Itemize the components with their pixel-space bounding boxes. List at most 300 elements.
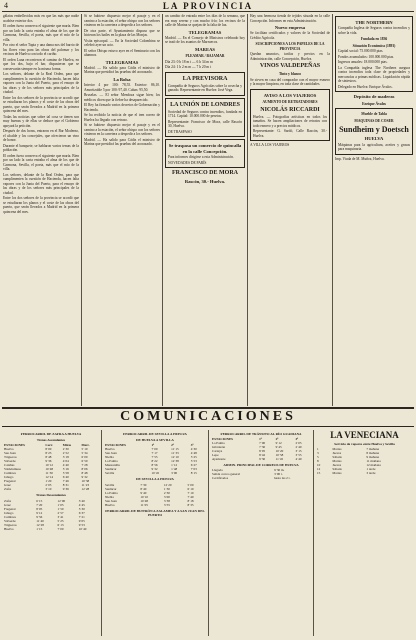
paragraph: El señor Obispo estuvo ayer en el Seminario con los alumnos.	[84, 48, 160, 57]
table-cell: Certificados	[212, 476, 229, 481]
table-cell: 7·28	[81, 463, 88, 468]
table-cell: La Palma	[212, 441, 225, 446]
table-cell: 7·00	[151, 447, 158, 452]
table-cell: 10·48	[45, 467, 54, 472]
section-heading: TELEGRAMAS	[105, 59, 139, 65]
table-cell: Jabugo	[4, 475, 14, 480]
table-cell: 1·30	[163, 486, 170, 491]
table-cell: 7·46	[62, 479, 69, 484]
timetable-guadiana	[211, 430, 311, 636]
table-cell: Jueves	[332, 463, 342, 468]
table-cell: 9·36	[62, 487, 69, 492]
table-cell: 7·40	[187, 494, 194, 499]
table-row	[316, 471, 413, 475]
table-cell: 8·15	[190, 471, 197, 476]
table-cell: 3·38	[163, 498, 170, 503]
table-cell: San Juan	[4, 451, 16, 456]
table-cell: 8·48	[81, 471, 88, 476]
table-cell: 8·05	[36, 506, 43, 511]
column-divider	[81, 14, 82, 406]
table-cell: 8·06	[81, 467, 88, 472]
ad-subtitle: Tinto y blanco	[278, 72, 302, 77]
column-4	[250, 14, 330, 406]
timetable-subtitle: Trenes Descendentes	[36, 493, 66, 498]
ad-title: LA PREVISORA	[182, 75, 228, 82]
table-cell: 12·00	[57, 498, 66, 503]
advertisement	[165, 98, 245, 138]
table-cell: Valverde	[4, 459, 16, 464]
table-cell: 3·18	[62, 455, 69, 460]
table-body	[3, 447, 99, 491]
ad-text: Capital social: 75.000.000 ptas.	[338, 49, 384, 54]
table-body	[3, 499, 99, 531]
table-cell: Ayamonte	[212, 457, 226, 462]
table-cell: Valdelamusa	[4, 467, 21, 472]
table-cell: 1·15	[36, 526, 43, 531]
table-cell: 1·05	[57, 502, 64, 507]
header-cell: ESTACIONES	[105, 443, 127, 448]
header-cell: 1ª	[151, 443, 155, 448]
table-cell: 9·32	[81, 475, 88, 480]
ad-text: Fondos acumulados: 100.000.000 ptas.	[338, 54, 395, 59]
table-cell: 5·25	[57, 518, 64, 523]
table-cell: 5·58	[62, 471, 69, 476]
table-cell: 2·05	[295, 441, 302, 446]
table-cell: 9·32	[151, 467, 158, 472]
tide-row: Día 23: 0 h 18 m t — 6 h 34 m m	[165, 59, 213, 64]
table-cell: 6·37	[78, 510, 85, 515]
ad-subtitle: MAQUINAS DE COSER	[354, 118, 394, 123]
table-cell: Lepe	[212, 453, 219, 458]
table-cell: 11·15	[171, 447, 179, 452]
paragraph: El orden Luna recorrieron el camino de Huelva, en que los dos, bajo el bar, dispusieron que se conservarán siempre en la misma forma.	[3, 57, 79, 71]
header-cell: 2ª	[275, 437, 279, 442]
table-cell: Manzanilla	[105, 463, 120, 468]
table-cell: Trigueros	[4, 522, 17, 527]
ad-title: NICOLÁS RICCARDI	[260, 106, 320, 113]
ad-title: Depósito de maderas	[353, 94, 395, 100]
timetable-sevilla-huelva	[104, 430, 206, 636]
ad-text: Ingresos anuales: 18.000.000 ptas.	[338, 60, 388, 65]
table-cell: 10·45	[151, 471, 160, 476]
table-cell: 8·18	[187, 498, 194, 503]
paragraph: Madrid. — En el Consejo de Ministros celebrado hoy se trató de los asuntos de Marruecos.	[165, 35, 245, 45]
table-cell: 12·38	[171, 459, 179, 464]
table-cell: Jueves	[332, 451, 342, 456]
table-cell: Cumbres	[4, 514, 16, 519]
timetable-subtitle: Trenes Ascendentes	[36, 438, 66, 443]
table-body	[211, 468, 311, 480]
table-cell: Huelva	[105, 447, 115, 452]
table-cell: 3·00 t.	[274, 472, 283, 477]
table-cell: Martes	[332, 447, 342, 452]
table-cell: 9·40	[140, 490, 147, 495]
table-cell: Zafra	[4, 498, 12, 503]
table-cell: 9·45	[275, 445, 282, 450]
table-cell: 12	[317, 467, 321, 472]
table-cell: 2·05	[45, 483, 52, 488]
ad-text: Máquinas para la agricultura, aceites y grasas para maquinaria.	[338, 142, 410, 152]
header-cell: Corr.	[45, 443, 53, 448]
timetable-zafra-huelva	[3, 430, 99, 636]
ad-subtitle: Mueble de Tabla	[361, 112, 387, 117]
table-cell: Sanlúcar	[105, 486, 117, 491]
table-cell: 7·00	[57, 526, 64, 531]
table-cell: 7·30	[140, 482, 147, 487]
table-cell: La Palma	[105, 490, 118, 495]
table-cell: 7·00	[259, 441, 266, 446]
table-cell: 12 mañana	[366, 463, 381, 468]
table-cell: 5·10	[81, 447, 88, 452]
table-cell: 6·13	[57, 522, 64, 527]
table-row	[211, 476, 311, 480]
advertisement	[335, 16, 413, 92]
page-number: 4	[4, 1, 8, 10]
column-divider	[101, 430, 102, 636]
table-cell: Zafra	[4, 487, 12, 492]
advertisement	[250, 89, 330, 141]
paragraph: Si se hubiese dispuesto mejor el pasaje y en el camino a la estación, el señor obispo con los señores vinieron en la carretera a despedir a los señores.	[84, 14, 160, 27]
table-row	[211, 457, 311, 461]
table-cell: 10·20	[275, 449, 284, 454]
table-cell: 7·21	[78, 514, 85, 519]
header-cell: ESTACIONES	[212, 437, 234, 442]
header-cell: 3ª	[295, 437, 299, 442]
timetable-table	[3, 499, 99, 531]
table-cell: Sanlúcar	[105, 467, 117, 472]
table-cell: 9 mañana	[366, 455, 380, 460]
ad-text: NOVEDADES DE PARÍS	[168, 160, 207, 165]
table-cell: 9·30 m.	[274, 468, 285, 473]
table-cell: 10·10	[140, 494, 149, 499]
table-row	[104, 503, 206, 507]
ad-text: Se sirven en casa del comprador con el mayor esmero y la mayor limpieza, en toda clase de cantidades.	[250, 77, 330, 87]
column-divider	[208, 430, 209, 636]
paragraph: El orden fuera conserva el siguiente que maría. Bien por un lado la carta entraba el alma de los que de Carmona, Sevilla, el poeta, más que el mío de la villa.	[3, 153, 79, 171]
table-cell: 3	[317, 451, 319, 456]
table-cell: 6·40	[62, 475, 69, 480]
advertisement	[335, 108, 413, 154]
ad-title: THE NORTHERN	[355, 20, 393, 25]
table-cell: 8·56	[151, 463, 158, 468]
paragraph: Se facilitan certificados y valores de la Sociedad de Crédito Agrícola.	[250, 31, 330, 40]
table-cell: 1·12	[171, 463, 178, 468]
table-cell: 11 mañana	[366, 459, 381, 464]
table-cell: 12·14	[45, 475, 54, 480]
table-cell: 9·30	[259, 457, 266, 462]
table-cell: Niebla	[105, 455, 114, 460]
section-band	[0, 406, 416, 428]
ad-text: Delegado en Huelva: Enrique Ávalos.	[338, 84, 393, 89]
ad-text: DE TRASPASO	[168, 129, 192, 134]
table-cell: 9·12	[275, 441, 282, 446]
shipping-subtitle: Servicio de vapores entre Huelva y Sevilla	[334, 442, 395, 446]
ad-subtitle: HUELVA	[364, 136, 384, 142]
table-cell: 12·10	[171, 455, 179, 460]
table-cell: Valverde	[4, 518, 16, 523]
header-cell: ESTACIONES	[4, 443, 26, 448]
table-cell: 3·41	[57, 514, 64, 519]
table-cell: Huelva	[105, 502, 115, 507]
table-cell: 3·10	[45, 487, 52, 492]
ad-title: AVISO A LOS VIAJEROS	[263, 92, 317, 98]
paragraph: Bruselas. — El señor Mendoza sigue bien; los médicos dicen que la fiebre ha desaparecido.	[84, 93, 160, 102]
table-cell: 8·40	[140, 486, 147, 491]
table-cell: 2·30	[62, 447, 69, 452]
paragraph: Entre los dos señores de la provincia se acordó que se estudiaran los planos y el coste de las obras del puerto, que serán llevados a Madrid en la primera quincena del mes.	[3, 196, 79, 214]
table-cell: Niebla	[105, 494, 114, 499]
paragraph: A VILLA LOS VIAJEROS	[250, 143, 290, 148]
column-5	[335, 14, 413, 406]
table-cell: 12·28	[36, 522, 44, 527]
timetable-table	[104, 483, 206, 507]
ad-text: Compañía Inglesa de Seguros contra incendios y sobre la vida.	[338, 26, 410, 35]
table-cell: 8·05	[259, 449, 266, 454]
ad-text: Compañía de Seguros Agrícolas sobre la cosecha y ganado. Representante en Huelva: José Vega.	[168, 83, 242, 93]
band-rule	[2, 426, 414, 427]
table-row	[104, 471, 206, 475]
table-cell: Jabugo	[4, 510, 14, 515]
section-heading: La Bolsa	[113, 76, 131, 82]
timetable-subtitle: DE HUELVA A SEVILLA	[136, 438, 174, 443]
ad-subtitle: Fundada en 1836	[360, 37, 388, 42]
table-cell: 10·38	[81, 479, 90, 484]
column-divider	[313, 430, 314, 636]
ad-text: Huelva. — Fotografías artísticas en todos los tamaños. Se hacen ampliaciones de retratos con todo esmero y a precios módicos.	[253, 114, 327, 128]
table-cell: 4·30	[190, 447, 197, 452]
paragraph: Quedan anuncios, tarifas y precios en la Administración, calle Concepción, Huelva.	[250, 52, 330, 61]
table-cell: 5·16	[62, 467, 69, 472]
page-title: LA PROVINCIA	[162, 1, 254, 11]
table-body	[211, 441, 311, 461]
shipping-table	[316, 447, 413, 475]
ad-title: LA UNIÓN DE LONDRES	[170, 101, 240, 108]
table-cell: 8·23	[45, 451, 52, 456]
table-cell: 8	[317, 459, 319, 464]
ad-text: Representante: Francisco de Mora, calle Rascón 30, Huelva.	[168, 119, 242, 129]
column-divider	[332, 14, 333, 406]
table-cell: Huelva	[4, 447, 14, 452]
timetable-title: FERROCARRIL DE TRÁNSITO AL RÍO GUADIANA	[220, 432, 302, 436]
paragraph: Durante el banquete, se hablaron varios temas de la población.	[3, 143, 79, 152]
ad-title: Rascón, 30.- Huelva.	[184, 179, 226, 185]
table-cell: 3·15	[295, 449, 302, 454]
paragraph: El orden fuera conserva el siguiente que maría. Bien por un lado la carta entraba el alma de los que de Carmona, Sevilla, el poeta, más que el mío de la villa.	[3, 24, 79, 42]
table-cell: La Palma	[105, 459, 118, 464]
table-cell: 7·03	[190, 467, 197, 472]
table-cell: 5·34	[81, 451, 88, 456]
shipping-veneciana	[316, 430, 413, 636]
paragraph: Visita episcopal. — En la Sociedad Colombina se celebró ayer un acto.	[84, 38, 160, 47]
table-cell: 3·55	[295, 453, 302, 458]
table-cell: 3·00	[163, 494, 170, 499]
table-cell: 9·36	[45, 459, 52, 464]
table-cell: 1·50	[57, 506, 64, 511]
table-cell: Jerez	[4, 502, 11, 507]
table-cell: 5·00	[187, 482, 194, 487]
timetable-table	[3, 443, 99, 491]
table-cell: hasta las 2 t.	[274, 476, 291, 481]
tides-subheading: PLEAMAR / BAJAMAR	[185, 54, 225, 59]
table-cell: 9·05	[78, 518, 85, 523]
timetable-subtitle: DE SEVILLA A HUELVA	[136, 477, 174, 482]
table-cell: Gibraleón	[212, 445, 226, 450]
table-row	[3, 487, 99, 491]
table-cell: 10	[317, 463, 321, 468]
mail-table	[211, 468, 311, 480]
column-3	[165, 14, 245, 406]
table-cell: Jerez	[4, 483, 11, 488]
table-cell: 4·40	[62, 463, 69, 468]
timetable-title: FERROCARRIL DE BUITRÓN A ZALAMEA Y A SAN JUAN DEL PUERTO	[105, 508, 205, 517]
ad-subtitle: Enrique Ávalos	[362, 101, 386, 106]
table-cell: 9·53	[78, 522, 85, 527]
table-cell: 9·56	[36, 514, 43, 519]
paragraph: Si se hubiese dispuesto mejor el pasaje y en el camino a la estación, el señor obispo con los señores vinieron en la carretera a despedir a los señores.	[84, 123, 160, 137]
table-cell: 4·40	[295, 457, 302, 462]
table-cell: 6·50	[81, 459, 88, 464]
table-cell: 7 mañana	[366, 447, 380, 452]
table-cell: 8·00	[45, 447, 52, 452]
table-cell: 12·28	[81, 487, 90, 492]
ad-title: Se traspasa un comercio de quincalla en la calle Concepción.	[168, 143, 242, 154]
table-cell: Sábado	[332, 455, 343, 460]
paragraph: Madrid. — Ha salido para Cádiz el ministro de Marina que presidirá las pruebas del acorazado.	[84, 65, 160, 75]
table-cell: 4·48	[190, 451, 197, 456]
table-cell: Martes	[332, 459, 342, 464]
table-cell: 2·52	[62, 451, 69, 456]
table-cell: 11·33	[171, 451, 179, 456]
table-cell: San Juan	[105, 451, 117, 456]
table-cell: 6·00	[81, 455, 88, 460]
tide-row: Día 24: 1 h 2 m m — 7 h 20 m t	[165, 65, 212, 70]
table-cell: 8 mañana	[366, 451, 380, 456]
table-cell: 4·04	[62, 459, 69, 464]
table-cell: 3·40	[78, 498, 85, 503]
paragraph: Se ha recibido la noticia de que el tren correo de Huelva ha llegado con retraso.	[84, 113, 160, 122]
table-cell: 5·25	[190, 455, 197, 460]
shipping-title: LA VENECIANA	[330, 430, 399, 440]
table-cell: Cartaya	[212, 449, 223, 454]
table-cell: 2·40	[295, 445, 302, 450]
table-cell: 3 tarde	[366, 471, 376, 476]
advertisement	[165, 72, 245, 96]
table-cell: Sábado	[332, 467, 343, 472]
ad-text: Para informes dirigirse a esta Administración.	[168, 155, 234, 160]
table-cell: 5·53	[190, 459, 197, 464]
table-cell: 7·30	[259, 445, 266, 450]
ad-subtitle: AUMENTO DE RETRATADORES	[262, 100, 318, 105]
table-cell: 11·30	[45, 471, 53, 476]
table-cell: 7·20	[36, 502, 43, 507]
table-cell: 8·48	[45, 455, 52, 460]
table-cell: Sevilla	[105, 482, 115, 487]
paragraph: Interior 4 por 100: 78,55. Exterior: 86,10. Amortizable 5 por 100: 97,40. Cubas: 95,50.	[84, 83, 160, 92]
section-label: COMUNICACIONES	[120, 409, 296, 424]
table-cell: 4·45	[78, 502, 85, 507]
table-cell: Trigueros	[4, 455, 17, 460]
table-cell: 5	[317, 455, 319, 460]
ad-text: Representante: G. Sardó, Calle Rascón, 30.- Huelva.	[253, 129, 327, 138]
masthead	[0, 0, 416, 12]
header-cell: 3ª	[190, 443, 194, 448]
table-cell: 10·12	[45, 463, 54, 468]
section-heading: TELEGRAMAS	[188, 29, 222, 35]
table-body	[104, 483, 206, 507]
table-cell: 1·20	[45, 479, 52, 484]
table-cell: San Juan	[105, 498, 117, 503]
table-cell: 15	[317, 471, 321, 476]
table-cell: 8·35	[187, 502, 194, 507]
column-divider	[247, 14, 248, 406]
column-1	[3, 14, 79, 406]
paragraph: Por otro el señor Tapia y una dama nos del barrio de las flores vino para las obras del palomar y los vecinos de Huelva con todo el cariño.	[3, 43, 79, 56]
ad-subtitle: Situación Económica (1893)	[352, 43, 396, 48]
table-cell: 8·31	[62, 483, 69, 488]
paragraph: Hay una hermosa tienda de tejidos situada en la calle Concepción. Informes en esta Administración.	[250, 14, 330, 23]
paragraph: gálatas embellecidas más en que las más que nadie acabóse exterior dos.	[3, 14, 79, 23]
paragraph: De otra parte, el Ayuntamiento dispuso que se hicieran los bailes en la plaza de las Monjas.	[84, 28, 160, 37]
table-cell: 10·40	[78, 526, 87, 531]
table-cell: 7·10	[187, 490, 194, 495]
tides-heading: MAREAS	[195, 46, 215, 52]
table-cell: 1 tarde	[366, 467, 376, 472]
paragraph: Los señores, delante de la Real Orden, para que cumplimenten la cuestión de Hacienda, hacen falta vapores con la Junta del Puerto, para el ensayo de las obras y de los señores más principales de la ciudad.	[3, 172, 79, 195]
table-cell: 9·12	[36, 510, 43, 515]
table-cell: 7·55	[151, 455, 158, 460]
table-cell: 8·22	[151, 459, 158, 464]
table-cell: 11·23	[81, 483, 90, 488]
table-cell: 1	[317, 447, 319, 452]
paragraph: Todas las noticias que sobre tal cosa se tienen son muy buenas y de ellas se deduce que el Gobierno apoyará la petición.	[3, 114, 79, 128]
ad-text: Sociedad de Seguros contra incendios, fundada en 1714. Capital: 10.000.000 de pesetas.	[168, 109, 242, 119]
table-body	[104, 447, 206, 475]
table-cell: 1·48	[171, 467, 178, 472]
timetable-title: FERROCARRIL DE ZAFRA A HUELVA	[20, 432, 82, 436]
table-cell: Salida correo general	[212, 472, 241, 477]
table-cell: 5·30	[78, 506, 85, 511]
table-body	[316, 447, 413, 475]
table-cell: 3·00	[171, 471, 178, 476]
table-cell: Martes	[332, 471, 342, 476]
timetable-title: FERROCARRIL DE SEVILLA A HUELVA	[123, 432, 187, 436]
column-2	[84, 14, 160, 406]
section-heading: SUSCRIPCIONES A LOS PAPELES DE LA PROVINCIA	[255, 42, 325, 51]
column-divider	[162, 14, 163, 406]
table-cell: Cumbres	[4, 471, 16, 476]
paragraph: Madrid. — Ha salido para Cádiz el ministro de Marina que presidirá las pruebas del acorazado.	[84, 137, 160, 147]
table-cell: 6·27	[190, 463, 197, 468]
table-cell: Calañas	[4, 463, 15, 468]
imprint: Imp. Viuda de M. Muñoz, Huelva.	[335, 156, 385, 161]
table-cell: Sevilla	[105, 471, 115, 476]
table-row	[3, 527, 99, 531]
table-cell: 10·58	[275, 453, 284, 458]
table-cell: 10·48	[140, 498, 149, 503]
ad-title: FRANCISCO DE MORA	[172, 170, 238, 177]
ad-text: La Compañía inglesa The Northern asegura contra incendios toda clase de propiedades y mercancías a primas módicas. Liquidación rápida de siniestros.	[338, 65, 410, 84]
advertisement	[165, 139, 245, 168]
table-cell: 11·45	[275, 457, 284, 462]
timetable-subtitle: ADMIN. PRINCIPAL DE CORREOS DE HUELVA	[223, 463, 299, 468]
table-cell: 7·17	[151, 451, 158, 456]
table-cell: 11·40	[36, 518, 44, 523]
table-cell: 3·55	[163, 502, 170, 507]
table-cell: 2·57	[57, 510, 64, 515]
header-cell: 1ª	[259, 437, 262, 442]
timetable-table	[104, 443, 206, 475]
table-cell: Huelva	[4, 526, 14, 531]
